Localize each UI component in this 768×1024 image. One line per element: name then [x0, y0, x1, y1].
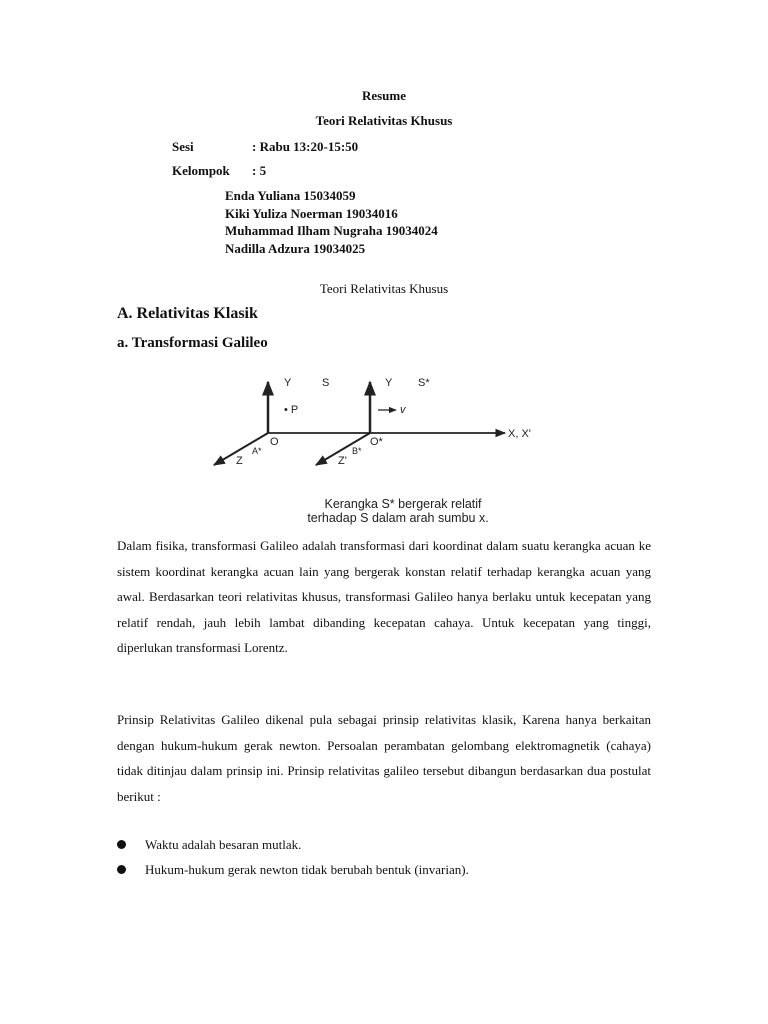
heading-relativitas-klasik: A. Relativitas Klasik [117, 305, 258, 322]
kelompok-label: Kelompok [172, 163, 230, 178]
galileo-frames-figure [200, 368, 550, 528]
sesi-value: : Rabu 13:20-15:50 [252, 139, 359, 154]
section-title: Teori Relativitas Khusus [319, 281, 449, 296]
meta-kelompok [172, 163, 266, 179]
bullet-dot-icon [117, 865, 126, 874]
label-y1: Y [284, 377, 292, 389]
label-s2: S* [418, 377, 430, 389]
label-s: S [322, 377, 330, 389]
list-item-text: Waktu adalah besaran mutlak. [145, 837, 302, 852]
meta-sesi [172, 139, 358, 155]
label-z2: Z' [338, 455, 347, 467]
label-p: • P [284, 404, 299, 416]
document-subtitle: Teori Relativitas Khusus [315, 113, 453, 128]
label-o2: O* [370, 436, 383, 448]
member-item: Kiki Yuliza Noerman 19034016 [225, 205, 398, 221]
member-item: Enda Yuliana 15034059 [225, 188, 356, 203]
label-o: O [270, 436, 279, 448]
label-a: A* [252, 446, 262, 456]
list-item-text: Hukum-hukum gerak newton tidak berubah bentuk (invarian). [145, 862, 469, 877]
list-item [117, 857, 469, 882]
label-x: X, X' [508, 428, 531, 440]
kelompok-value: : 5 [252, 163, 267, 178]
label-b: B* [352, 446, 362, 456]
document-title: Resume [361, 88, 407, 103]
list-item [117, 832, 469, 857]
postulate-list [117, 832, 469, 882]
sesi-label: Sesi [172, 139, 194, 154]
paragraph-galileo-principle: Prinsip Relativitas Galileo dikenal pula sebagai prinsip relativitas klasik, Karena hanya berkaitan dengan hukum-hukum gerak newton. Persoalan perambatan gelombang elektromagnetik (cahaya) tidak ditinjau dalam prinsip ini. Prinsip relativitas galileo tersebut dibangun berdasarkan dua postulat berikut : [117, 712, 651, 804]
label-v: v [400, 404, 406, 416]
label-z: Z [236, 455, 243, 467]
bullet-dot-icon [117, 840, 126, 849]
paragraph-galileo-transformation: Dalam fisika, transformasi Galileo adalah transformasi dari koordinat dalam suatu kerangka acuan ke sistem koordinat kerangka acuan lain yang bergerak konstan relatif terhadap kerangka acuan yang awal. Berdasarkan teori relativitas khusus, transformasi Galileo hanya berlaku untuk kecepatan yang relatif rendah, jauh lebih lambat dibanding kecepatan cahaya. Untuk kecepatan yang tinggi, diperlukan transformasi Lorentz. [117, 538, 651, 655]
member-list [225, 187, 438, 257]
label-y2: Y [385, 377, 393, 389]
member-item: Nadilla Adzura 19034025 [225, 240, 366, 256]
figure-caption-line1: Kerangka S* bergerak relatif [324, 497, 482, 511]
member-item: Muhammad Ilham Nugraha 19034024 [225, 223, 438, 238]
figure-caption-line2: terhadap S dalam arah sumbu x. [307, 511, 489, 525]
heading-transformasi-galileo: a. Transformasi Galileo [117, 335, 268, 351]
